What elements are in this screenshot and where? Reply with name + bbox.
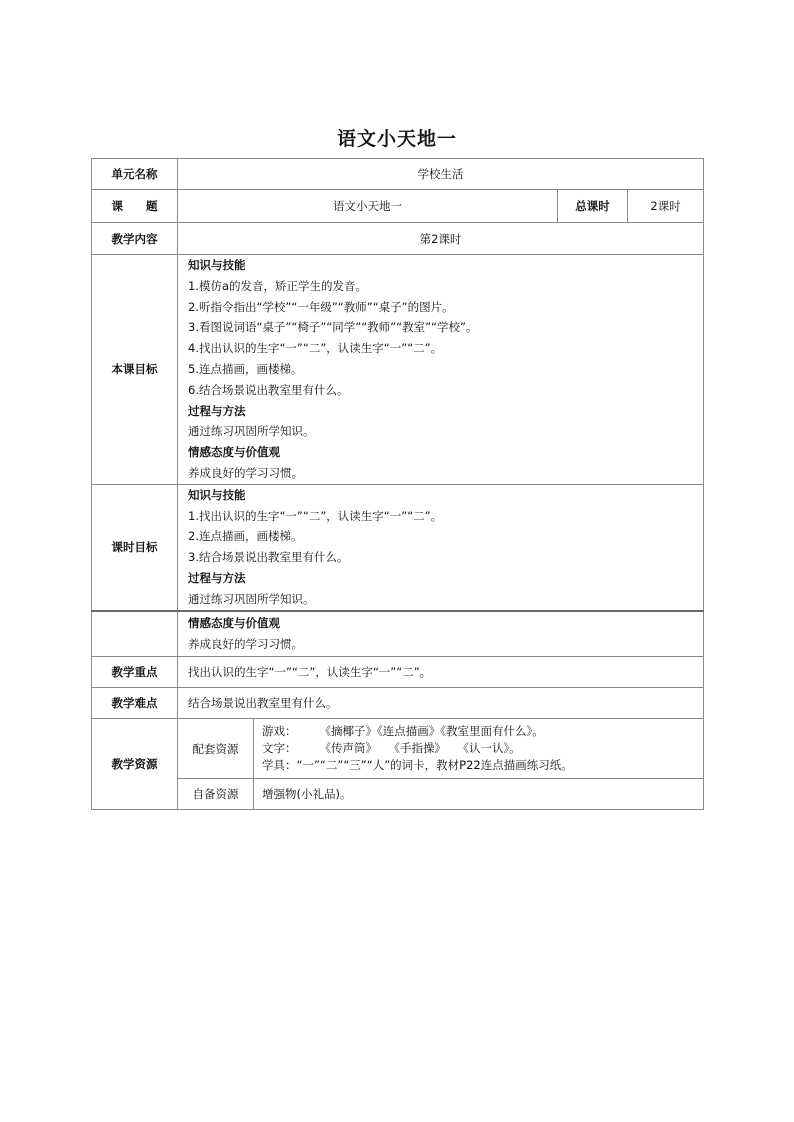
resource-line: 学具：“一”“二”“三”“人”的词卡，教材P22连点描画练习纸。 — [262, 758, 573, 773]
resource-line: 游戏： 《摘椰子》《连点描画》《教室里面有什么》。 — [262, 724, 544, 739]
resources-label: 教学资源 — [92, 719, 178, 810]
goal-line: 3.看图说词语“桌子”“椅子”“同学”“教师”“教室”“学校”。 — [188, 320, 478, 335]
difficulties-value: 结合场景说出教室里有什么。 — [178, 688, 704, 719]
empty-label-cell — [92, 611, 178, 657]
key-points-label: 教学重点 — [92, 657, 178, 688]
lesson-plan-table — [91, 158, 704, 810]
period-goal-line: 3.结合场景说出教室里有什么。 — [188, 550, 349, 565]
period-goal-line: 养成良好的学习习惯。 — [188, 636, 303, 651]
lesson-label: 课 题 — [92, 190, 178, 223]
period-goal-line: 通过练习巩固所学知识。 — [188, 591, 315, 606]
total-hours-label: 总课时 — [558, 190, 628, 223]
period-goals-continued-content — [178, 611, 704, 657]
own-resources-value: 增强物(小礼品)。 — [254, 779, 704, 810]
row-course-goals — [92, 255, 704, 485]
goal-line: 过程与方法 — [188, 403, 246, 418]
goal-line: 知识与技能 — [188, 258, 246, 272]
content-label: 教学内容 — [92, 223, 178, 255]
row-content — [92, 223, 704, 255]
row-resources-matching — [92, 719, 704, 779]
page-title: 语文小天地一 — [336, 128, 457, 150]
content-value: 第2课时 — [178, 223, 704, 255]
period-goal-line: 1.找出认识的生字“一”“二”，认读生字“一”“二”。 — [188, 508, 443, 523]
goal-line: 情感态度与价值观 — [188, 445, 280, 460]
row-period-goals-continued — [92, 611, 704, 657]
course-goals-content — [178, 255, 704, 485]
row-unit — [92, 159, 704, 190]
matching-resources-label: 配套资源 — [178, 719, 254, 779]
period-goal-line: 知识与技能 — [188, 487, 246, 502]
key-points-value: 找出认识的生字“一”“二”，认读生字“一”“二”。 — [178, 657, 704, 688]
goal-line: 养成良好的学习习惯。 — [188, 465, 303, 480]
goal-line: 4.找出认识的生字“一”“二”，认读生字“一”“二”。 — [188, 341, 443, 356]
period-goal-line: 情感态度与价值观 — [188, 616, 280, 630]
unit-label: 单元名称 — [92, 159, 178, 190]
row-key-points — [92, 657, 704, 688]
matching-resources-content — [254, 719, 704, 779]
resource-line: 文字： 《传声筒》 《手指操》 《认一认》。 — [262, 741, 521, 756]
goal-line: 1.模仿a的发音，矫正学生的发音。 — [188, 278, 368, 293]
goal-line: 6.结合场景说出教室里有什么。 — [188, 382, 349, 397]
period-goals-content — [178, 484, 704, 610]
row-lesson — [92, 190, 704, 223]
row-difficulties — [92, 688, 704, 719]
goal-line: 通过练习巩固所学知识。 — [188, 424, 315, 439]
course-goals-label: 本课目标 — [92, 255, 178, 485]
goal-line: 5.连点描画，画楼梯。 — [188, 361, 303, 376]
difficulties-label: 教学难点 — [92, 688, 178, 719]
own-resources-label: 自备资源 — [178, 779, 254, 810]
row-period-goals — [92, 484, 704, 610]
period-goals-label: 课时目标 — [92, 484, 178, 610]
lesson-value: 语文小天地一 — [178, 190, 558, 223]
period-goal-line: 2.连点描画，画楼梯。 — [188, 529, 303, 544]
total-hours-value: 2课时 — [628, 190, 704, 223]
goal-line: 2.听指令指出“学校”“一年级”“教师”“桌子”的图片。 — [188, 299, 454, 314]
row-resources-own — [92, 779, 704, 810]
period-goal-line: 过程与方法 — [188, 570, 246, 585]
unit-value: 学校生活 — [178, 159, 704, 190]
